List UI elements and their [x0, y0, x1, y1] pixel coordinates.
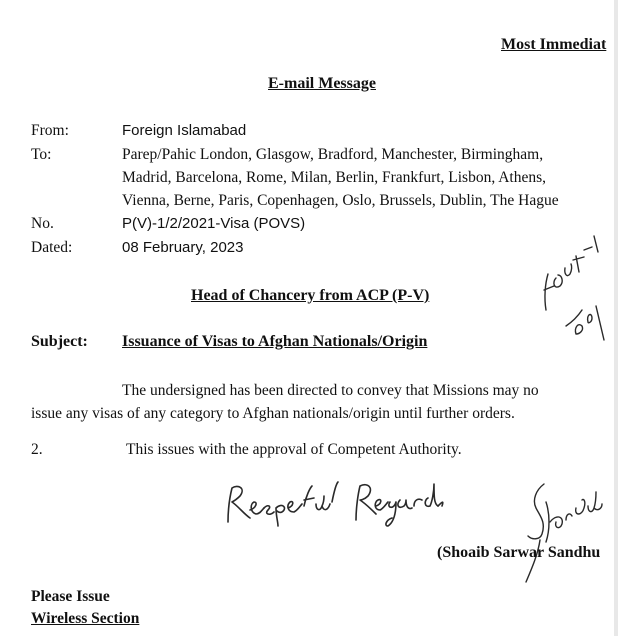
to-recipients-line: Vienna, Berne, Paris, Copenhagen, Oslo, Brussels, Dublin, The Hague [122, 192, 559, 209]
paragraph-1-line: issue any visas of any category to Afghan nationals/origin until further orders. [31, 405, 515, 422]
document-title: E-mail Message [268, 75, 376, 92]
to-recipients-line: Parep/Pahic London, Glasgow, Bradford, Manchester, Birmingham, [122, 146, 544, 163]
paragraph-2-text: This issues with the approval of Competent Authority. [126, 441, 462, 458]
signatory-name: (Shoaib Sarwar Sandhu [437, 544, 601, 561]
paragraph-1-line: The undersigned has been directed to convey that Missions may no [122, 382, 539, 399]
to-label: To: [31, 146, 52, 163]
date-value: 08 February, 2023 [122, 239, 244, 256]
date-label: Dated: [31, 239, 73, 256]
subject-value: Issuance of Visas to Afghan Nationals/Origin [122, 333, 428, 350]
reference-number-value: P(V)-1/2/2021-Visa (POVS) [122, 215, 306, 232]
handwritten-signature [516, 478, 606, 588]
please-issue-label: Please Issue [31, 588, 110, 605]
wireless-section-label: Wireless Section [31, 610, 140, 627]
handwritten-margin-note [532, 222, 618, 344]
subject-label: Subject: [31, 333, 88, 350]
from-label: From: [31, 122, 69, 139]
addressee-heading: Head of Chancery from ACP (P-V) [191, 287, 430, 304]
from-value: Foreign Islamabad [122, 122, 247, 139]
to-recipients-line: Madrid, Barcelona, Rome, Milan, Berlin, Frankfurt, Lisbon, Athens, [122, 169, 547, 186]
paragraph-2-number: 2. [31, 441, 43, 458]
handwritten-closing [224, 478, 444, 528]
priority-label: Most Immediat [501, 36, 607, 53]
reference-number-label: No. [31, 215, 54, 232]
